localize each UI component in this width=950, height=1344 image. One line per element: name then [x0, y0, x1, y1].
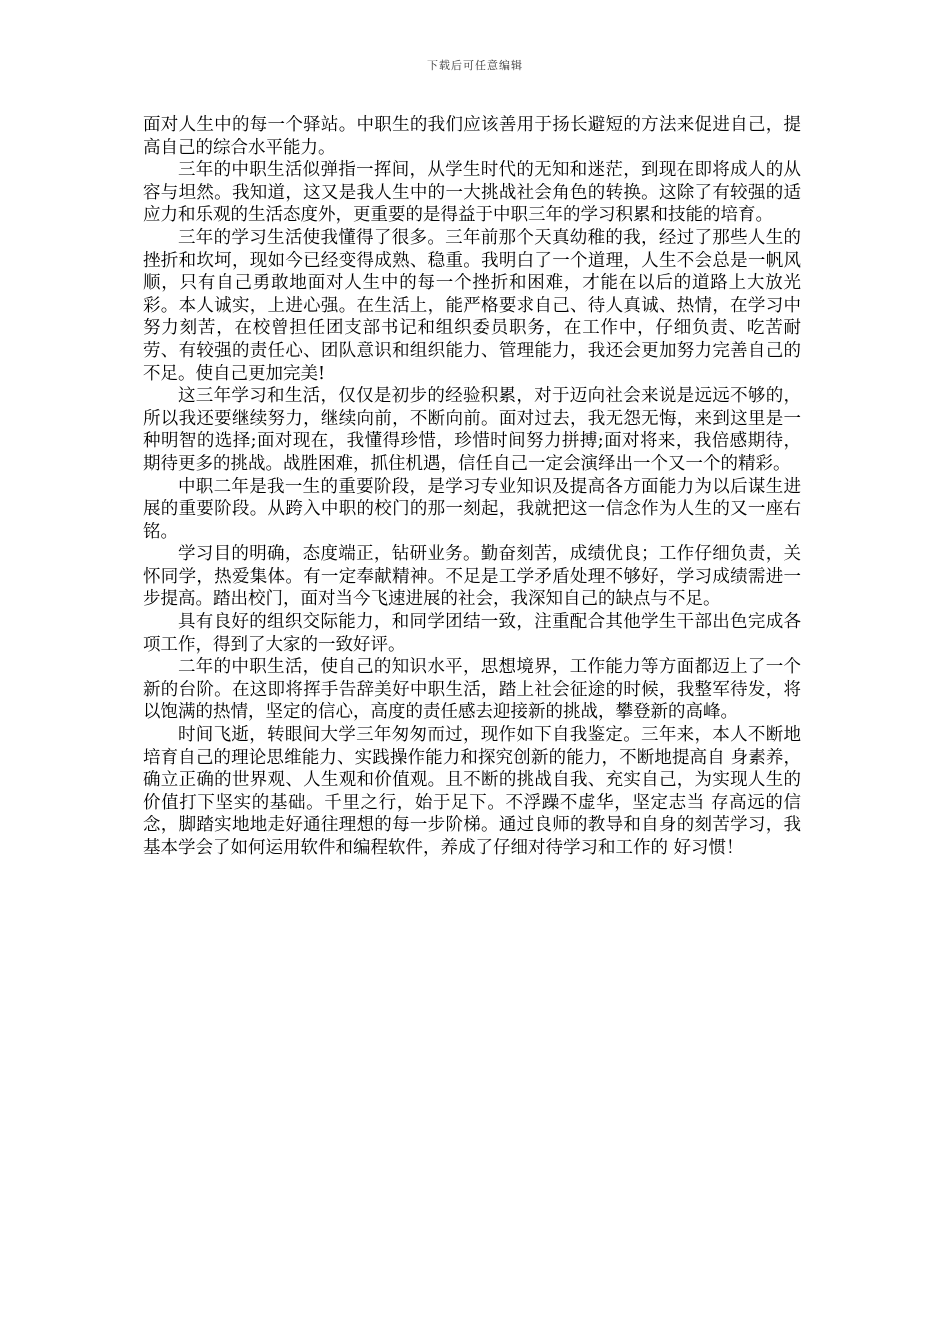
- header-note: 下载后可任意编辑: [427, 59, 523, 72]
- paragraph: 时间飞逝，转眼间大学三年匆匆而过，现作如下自我鉴定。三年来，本人不断地培育自己的理论思维能力、实践操作能力和探究创新的能力，不断地提高自 身素养，确立正确的世界观、人生观和价值观。且不断的挑战自我、充实自己，为实现人生的价值打下坚实的基础。千里之行，始于足下。不浮躁不虚华，坚定志当 存高远的信念，脚踏实地地走好通往理想的每一步阶梯。通过良师的教导和自身的刻苦学习，我基本学会了如何运用软件和编程软件，养成了仔细对待学习和工作的 好习惯！: [143, 725, 801, 858]
- paragraph: 具有良好的组织交际能力，和同学团结一致，注重配合其他学生干部出色完成各项工作，得到了大家的一致好评。: [143, 612, 801, 655]
- paragraph: 三年的中职生活似弹指一挥间，从学生时代的无知和迷茫，到现在即将成人的从容与坦然。我知道，这又是我人生中的一大挑战社会角色的转换。这除了有较强的适应力和乐观的生活态度外，更重要的是得益于中职三年的学习积累和技能的培育。: [143, 160, 801, 226]
- paragraph: 学习目的明确，态度端正，钻研业务。勤奋刻苦，成绩优良；工作仔细负责，关怀同学，热爱集体。有一定奉献精神。不足是工学矛盾处理不够好，学习成绩需进一步提高。踏出校门，面对当今飞速进展的社会，我深知自己的缺点与不足。: [143, 544, 801, 610]
- document-body: [143, 114, 801, 860]
- paragraph: 二年的中职生活，使自己的知识水平，思想境界，工作能力等方面都迈上了一个新的台阶。在这即将挥手告辞美好中职生活，踏上社会征途的时候，我整军待发，将以饱满的热情，坚定的信心，高度的责任感去迎接新的挑战，攀登新的高峰。: [143, 657, 801, 723]
- paragraph: 中职二年是我一生的重要阶段，是学习专业知识及提高各方面能力为以后谋生进展的重要阶段。从跨入中职的校门的那一刻起，我就把这一信念作为人生的又一座右铭。: [143, 476, 801, 542]
- paragraph: 这三年学习和生活，仅仅是初步的经验积累，对于迈向社会来说是远远不够的，所以我还要继续努力，继续向前，不断向前。面对过去，我无怨无悔，来到这里是一种明智的选择;面对现在，我懂得珍惜，珍惜时间努力拼搏;面对将来，我倍感期待，期待更多的挑战。战胜困难，抓住机遇，信任自己一定会演绎出一个又一个的精彩。: [143, 386, 801, 474]
- paragraph-continuation: 面对人生中的每一个驿站。中职生的我们应该善用于扬长避短的方法来促进自己，提高自己的综合水平能力。: [143, 115, 801, 158]
- paragraph: 三年的学习生活使我懂得了很多。三年前那个天真幼稚的我，经过了那些人生的挫折和坎坷，现如今已经变得成熟、稳重。我明白了一个道理，人生不会总是一帆风顺，只有自己勇敢地面对人生中的每一个挫折和困难，才能在以后的道路上大放光彩。本人诚实，上进心强。在生活上，能严格要求自己、待人真诚、热情，在学习中努力刻苦，在校曾担任团支部书记和组织委员职务，在工作中，仔细负责、吃苦耐劳、有较强的责任心、团队意识和组织能力、管理能力，我还会更加努力完善自己的不足。使自己更加完美!: [143, 227, 801, 384]
